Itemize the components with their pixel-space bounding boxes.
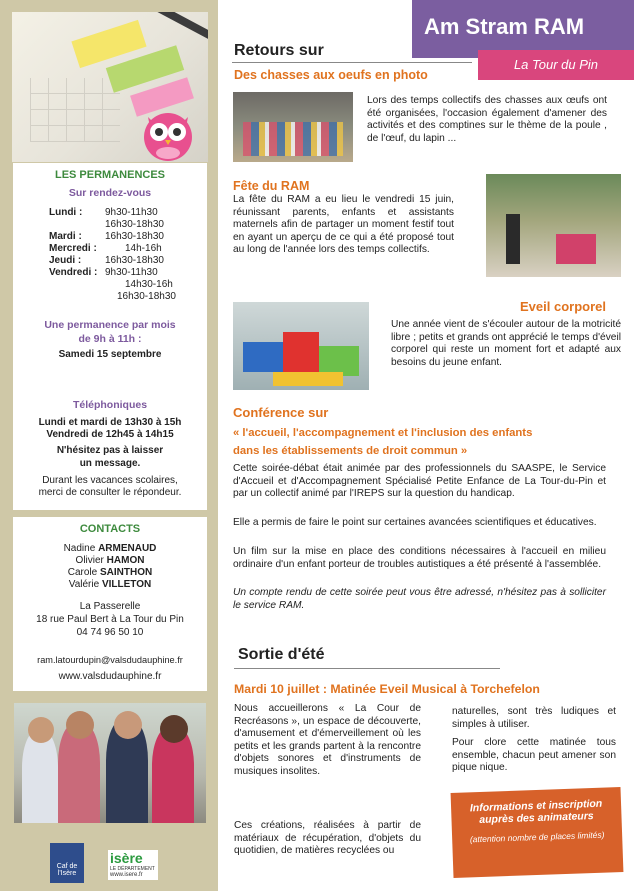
conference-paragraph: Un film sur la mise en place des conditions nécessaires à l'accueil en milieu ordinaire d'un enfant porteur de troubles autistiques a été présenté à l'assemblée. <box>233 546 606 570</box>
place-name: La Passerelle <box>79 601 141 612</box>
sortie-event: Mardi 10 juillet : Matinée Eveil Musical à Torchefelon <box>234 682 540 696</box>
chasses-title: Des chasses aux oeufs en photo <box>234 68 428 82</box>
team-photo <box>14 703 206 823</box>
sortie-col2b: Pour clore cette matinée tous ensemble, chacun peut amener son pique nique. <box>452 737 616 774</box>
address: 18 rue Paul Bert à La Tour du Pin <box>36 614 184 625</box>
sortie-col2: naturelles, sont très ludiques et simples à utiliser. <box>452 706 616 730</box>
rdv-label: Sur rendez-vous <box>68 187 152 199</box>
conference-subtitle-1: « l'accueil, l'accompagnement et l'inclusion des enfants <box>233 427 533 439</box>
contacts-box <box>13 517 207 691</box>
schedule: Lundi : 9h30-11h30 16h30-18h30 Mardi : 16h30-18h30 Mercredi : 14h-16h Jeudi : 16h30-18h30 Vendredi : 9h30-11h30 14h30-16h 16h30-18h30 <box>49 207 176 302</box>
newsletter-subtitle: La Tour du Pin <box>478 50 634 80</box>
eveil-photo <box>233 302 369 390</box>
permanences-box: LES PERMANENCES Sur rendez-vous Lundi : 9h30-11h30 16h30-18h30 Mardi : 16h30-18h30 Mercredi : 14h-16h Jeudi : 16h30-18h30 Vendredi : 9h30-11h30 14h30-16h 16h30-18h30 Une permanence par mois de 9h à 11h : Samedi 15 septembre Téléphoniques Lundi et mardi de 13h30 à 15h Vendredi de 12h45 à 14h15 N'hésitez pas à laisser un message. Durant les vacances scolaires, merci de consulter le répondeur. <box>13 163 207 510</box>
contact-person: Carole SAINTHON <box>67 567 153 578</box>
contact-person: Olivier HAMON <box>75 555 145 566</box>
fete-title: Fête du RAM <box>233 179 310 193</box>
caf-logo: Caf de l'Isère <box>50 843 84 883</box>
egg-hunt-photo <box>233 92 353 162</box>
section-title-retours: Retours sur <box>234 42 324 59</box>
website-link[interactable]: www.valsdudauphine.fr <box>58 671 162 682</box>
contacts-title: CONTACTS <box>79 523 141 535</box>
fete-photo <box>486 174 621 277</box>
newsletter-title: Am Stram RAM <box>412 0 634 58</box>
owl-mascot-icon <box>140 105 196 163</box>
conference-paragraph: Elle a permis de faire le point sur certaines avancées scientifiques et éducatives. <box>233 517 597 528</box>
info-callout: Informations et inscription auprès des animateurs (attention nombre de places limités) <box>451 787 624 878</box>
contact-person: Valérie VILLETON <box>68 579 152 590</box>
eveil-title: Eveil corporel <box>520 299 606 314</box>
contact-person: Nadine ARMENAUD <box>63 543 157 554</box>
conference-paragraph: Cette soirée-débat était animée par des professionnels du SAASPE, le Service d'Accueil et d'Accompagnement Spécialisé Petite Enfance de La Tour-du-Pin et par un collectif animé par l'IREPS sur la question du handicap. <box>233 463 606 500</box>
conference-subtitle-2: dans les établissements de droit commun » <box>233 445 468 457</box>
fete-text: La fête du RAM a eu lieu le vendredi 15 juin, réunissant parents, enfants et assistants maternels afin de partager un moment festif tout en ayant un aperçu de ce qui a été proposé tout au long de l'année lors des temps collectifs. <box>233 194 454 256</box>
sortie-col1: Nous accueillerons « La Cour de Recréasons », un espace de découverte, d'amusement et d'émerveillement où les petits et les grands partent à la rencontre d'objets sonores et d'instruments de musiques insolites. <box>234 703 421 777</box>
phone-number: 04 74 96 50 10 <box>76 627 144 638</box>
section-title-sortie: Sortie d'été <box>238 646 325 663</box>
permanences-title: LES PERMANENCES <box>54 169 166 181</box>
conference-note: Un compte rendu de cette soirée peut vous être adressé, n'hésitez pas à solliciter le service RAM. <box>233 587 606 611</box>
isere-logo: isère LE DÉPARTEMENT www.isere.fr <box>108 850 158 880</box>
sortie-col1b: Ces créations, réalisées à partir de matériaux de récupération, d'objets du quotidien, de matières recyclées ou <box>234 820 421 857</box>
eveil-text: Une année vient de s'écouler autour de la motricité libre ; petits et grands ont apprécié le temps d'éveil corporel qui reste un moment fort et adapté aux besoins du jeune enfant. <box>391 319 621 368</box>
email-link[interactable]: ram.latourdupin@valsdudauphine.fr <box>37 655 183 665</box>
conference-title: Conférence sur <box>233 405 329 420</box>
chasses-text: Lors des temps collectifs des chasses aux œufs ont été organisées, l'occasion également d'amener des activités et des comptines sur le thème de la poule , de l'œuf, du lapin ... <box>367 95 607 144</box>
